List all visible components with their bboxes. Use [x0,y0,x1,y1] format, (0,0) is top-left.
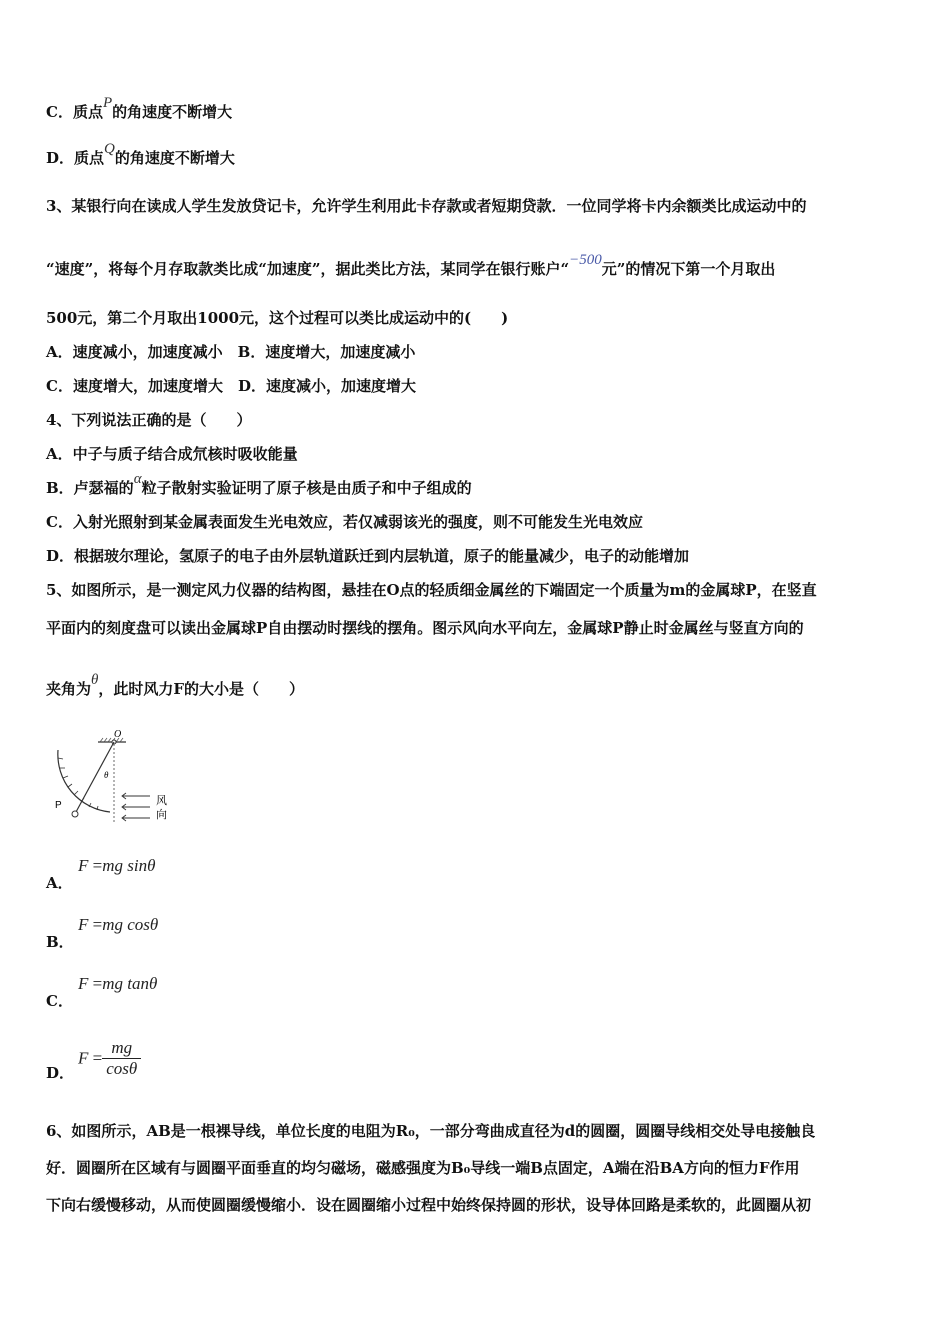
q3-text: 元”的情况下第一个月取出 [601,260,776,278]
formula-eq: = [92,1048,103,1068]
q2-option-d [46,141,235,169]
q5-option-b-letter: B． [46,933,74,951]
formula-rhs: mg sinθ [102,856,156,875]
q3-stem-line1: 3、某银行向在读成人学生发放贷记卡，允许学生利用此卡存款或者短期贷款．一位同学将卡内余额类比成运动中的 [46,197,807,215]
q5-stem-line2: 平面内的刻度盘可以读出金属球P自由摆动时摆线的摆角。图示风向水平向左，金属球P静止时金属丝与竖直方向的 [46,619,804,637]
q3-text: “速度”，将每个月存取款类比成“加速度”，据此类比方法，某同学在银行账户“ [46,260,570,278]
label-o: O [114,729,122,740]
formula-lhs: F [78,915,89,934]
label-wind-1: 风 [156,794,167,807]
option-text: 粒子散射实验证明了原子核是由质子和中子组成的 [141,479,472,497]
label-p: P [55,800,62,811]
q5-option-d-letter: D． [46,1064,75,1082]
q2-option-c [46,95,233,123]
option-text: 的角速度不断增大 [112,103,233,121]
fraction [102,1038,141,1079]
wind-arrows [122,793,150,821]
q3-options-ab: A．速度减小，加速度减小 B．速度增大，加速度减小 [46,343,416,361]
math-value: −500 [569,252,602,268]
q5-stem-line3 [46,672,305,700]
label-wind-2: 向 [156,808,167,821]
formula-eq: = [92,915,103,934]
scale-ticks [58,758,98,810]
formula-lhs: F [78,974,89,993]
option-text: B．卢瑟福的 [46,479,134,497]
q5-option-a-formula [78,856,155,876]
q5-text: 夹角为 [46,680,92,698]
fraction-denominator: cosθ [106,1059,138,1078]
formula-rhs: mg tanθ [102,974,158,993]
q5-option-c-formula [78,974,157,994]
math-var: θ [91,672,99,688]
q5-stem-line1: 5、如图所示，是一测定风力仪器的结构图，悬挂在O点的轻质细金属丝的下端固定一个质量为m的金属球P，在竖直 [46,581,817,599]
formula-lhs: F [78,1048,89,1068]
q3-stem-line3: 500元，第二个月取出1000元，这个过程可以类比成运动中的( ) [46,309,509,327]
q5-option-b-formula [78,915,158,935]
math-var: Q [104,141,115,157]
q6-stem-line3: 下向右缓慢移动，从而使圆圈缓慢缩小．设在圆圈缩小过程中始终保持圆的形状，设导体回路是柔软的，此圆圈从初 [46,1196,812,1214]
math-var: P [102,95,113,111]
q5-option-c-letter: C． [46,992,73,1010]
label-theta: θ [104,770,109,780]
q4-option-b [46,471,472,499]
q4-option-d: D．根据玻尔理论，氢原子的电子由外层轨道跃迁到内层轨道，原子的能量减少，电子的动能增加 [46,547,690,565]
formula-lhs: F [78,856,89,875]
formula-eq: = [92,856,103,875]
option-text: D．质点 [46,149,105,167]
formula-rhs: mg cosθ [102,915,159,934]
q3-stem-line2 [46,252,776,280]
q5-option-d-formula [78,1038,141,1079]
q3-options-cd: C．速度增大，加速度增大 D．速度减小，加速度增大 [46,377,416,395]
formula-eq: = [92,974,103,993]
metal-ball [72,811,78,817]
q5-text: ，此时风力F的大小是（ ） [98,680,305,698]
q6-stem-line2: 好．圆圈所在区域有与圆圈平面垂直的均匀磁场，磁感强度为B₀导线一端B点固定，A端在沿BA方向的恒力F作用 [46,1159,800,1177]
q5-option-a-letter: A． [46,874,73,892]
q4-option-a: A．中子与质子结合成氘核时吸收能量 [46,445,298,463]
scale-arc [58,750,110,812]
math-var: α [133,471,142,487]
wind-meter-figure [50,728,180,828]
fraction-numerator: mg [102,1038,141,1059]
q4-option-c: C．入射光照射到某金属表面发生光电效应，若仅减弱该光的强度，则不可能发生光电效应 [46,513,643,531]
option-text: C．质点 [46,103,103,121]
option-text: 的角速度不断增大 [114,149,235,167]
q4-stem: 4、下列说法正确的是（ ） [46,411,252,429]
q6-stem-line1: 6、如图所示，AB是一根裸导线，单位长度的电阻为R₀，一部分弯曲成直径为d的圆圈，圆圈导线相交处导电接触良 [46,1122,816,1140]
